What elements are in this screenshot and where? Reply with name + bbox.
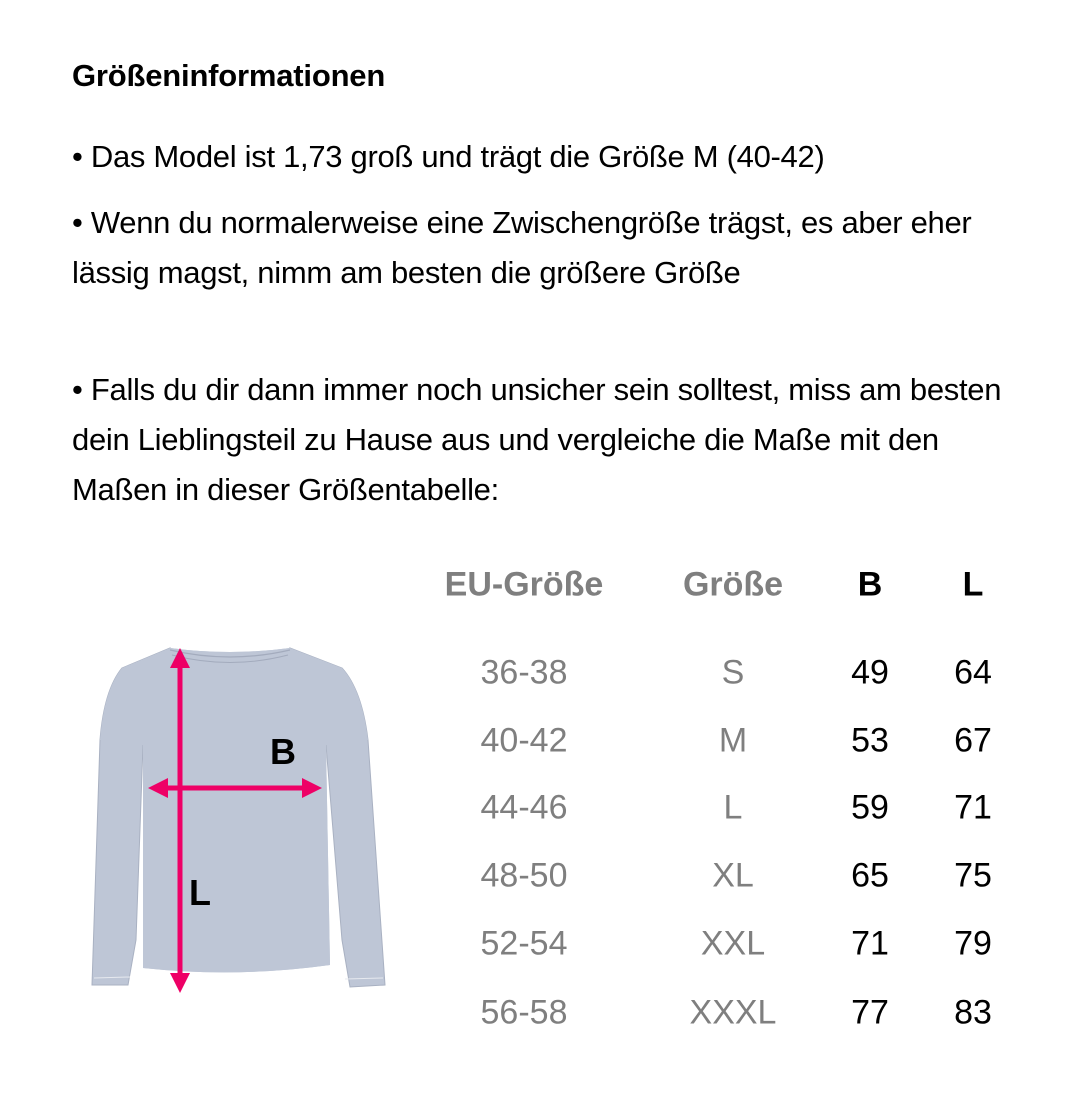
- header-width: B: [857, 565, 883, 604]
- length-cell: 67: [954, 721, 992, 760]
- length-label: L: [189, 872, 211, 913]
- eu-size-cell: 36-38: [480, 653, 568, 692]
- size-cell: S: [721, 653, 745, 692]
- length-cell: 83: [954, 993, 992, 1032]
- shirt-shape: [92, 648, 385, 987]
- eu-size-cell: 44-46: [480, 788, 568, 827]
- size-cell: XXL: [700, 924, 766, 963]
- size-cell: XXXL: [689, 993, 777, 1032]
- eu-size-cell: 40-42: [480, 721, 568, 760]
- width-cell: 65: [851, 856, 889, 895]
- size-cell: M: [718, 721, 748, 760]
- width-cell: 53: [851, 721, 889, 760]
- header-length: L: [962, 565, 984, 604]
- length-cell: 64: [954, 653, 992, 692]
- length-cell: 79: [954, 924, 992, 963]
- header-size: Größe: [682, 565, 784, 604]
- size-cell: L: [723, 788, 743, 827]
- info-bullet-model: • Das Model ist 1,73 groß und trägt die Größe M (40-42): [72, 139, 825, 174]
- eu-size-cell: 48-50: [480, 856, 568, 895]
- length-cell: 75: [954, 856, 992, 895]
- info-bullet-measure-tip: • Falls du dir dann immer noch unsicher sein solltest, miss am besten dein Lieblingsteil zu Hause aus und vergleiche die Maße mit den Maßen in dieser Größentabelle:: [72, 372, 1002, 507]
- width-cell: 59: [851, 788, 889, 827]
- length-cell: 71: [954, 788, 992, 827]
- info-bullet-between-sizes: • Wenn du normalerweise eine Zwischengröße trägst, es aber eher lässig magst, nimm am besten die größere Größe: [72, 205, 972, 290]
- header-eu-size: EU-Größe: [444, 565, 604, 604]
- eu-size-cell: 56-58: [480, 993, 568, 1032]
- eu-size-cell: 52-54: [480, 924, 568, 963]
- width-cell: 77: [851, 993, 889, 1032]
- width-cell: 71: [851, 924, 889, 963]
- width-label: B: [270, 731, 296, 772]
- size-cell: XL: [712, 856, 754, 895]
- width-cell: 49: [851, 653, 889, 692]
- page-title: Größeninformationen: [72, 58, 386, 93]
